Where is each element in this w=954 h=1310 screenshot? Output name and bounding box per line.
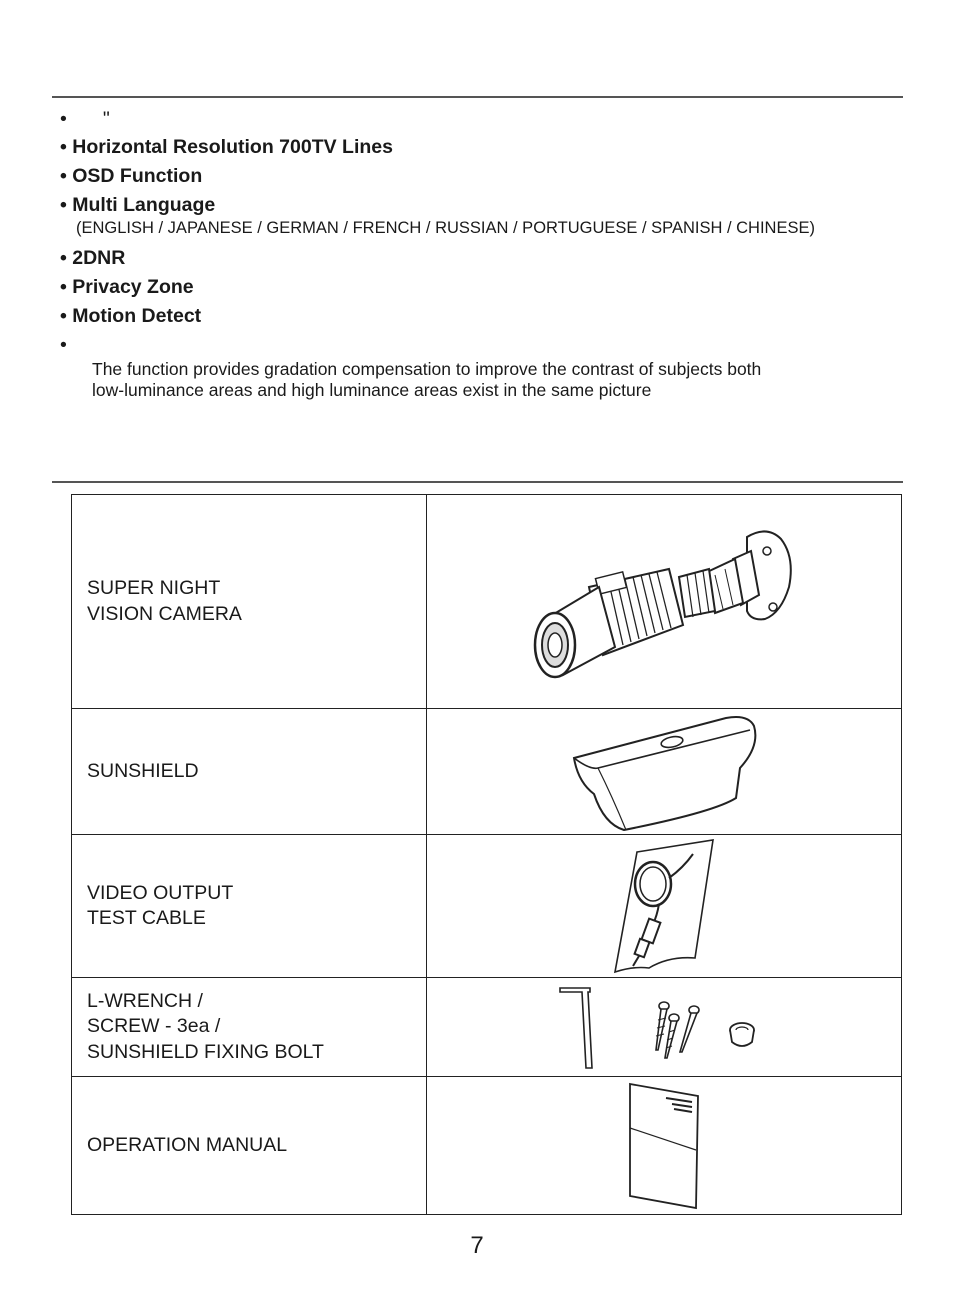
top-rule [52,96,903,98]
feature-motion-detect: • Motion Detect [60,305,202,327]
table-row [72,835,902,978]
feature-description: The function provides gradation compensation to improve the contrast of subjects both low-luminance areas and high luminance areas exist in the same picture [92,359,762,400]
wrench-screws-bolt-icon [554,980,774,1074]
item-label: SUPER NIGHT VISION CAMERA [72,495,427,709]
sunshield-icon [564,712,764,832]
table-row [72,978,902,1077]
feature-2dnr: • 2DNR [60,247,126,269]
feature-resolution: • Horizontal Resolution 700TV Lines [60,136,393,158]
item-label: VIDEO OUTPUT TEST CABLE [72,835,427,978]
table-row [72,495,902,709]
camera-icon [519,517,809,687]
section-rule [52,481,903,483]
page-number: 7 [470,1232,484,1259]
item-label: OPERATION MANUAL [72,1077,427,1215]
item-label: SUNSHIELD [72,709,427,835]
table-row [72,1077,902,1215]
cable-icon [609,838,719,974]
feature-bullet-blank: • " [60,108,110,130]
table-row [72,709,902,835]
package-contents-table [71,494,902,1215]
feature-languages: (ENGLISH / JAPANESE / GERMAN / FRENCH / RUSSIAN / PORTUGUESE / SPANISH / CHINESE) [76,219,815,237]
feature-multi-language: • Multi Language [60,194,216,216]
item-label: L-WRENCH / SCREW - 3ea / SUNSHIELD FIXING BOLT [72,978,427,1077]
feature-bullet-blank: • [60,334,67,356]
feature-osd: • OSD Function [60,165,203,187]
manual-icon [624,1080,704,1212]
feature-privacy-zone: • Privacy Zone [60,276,194,298]
